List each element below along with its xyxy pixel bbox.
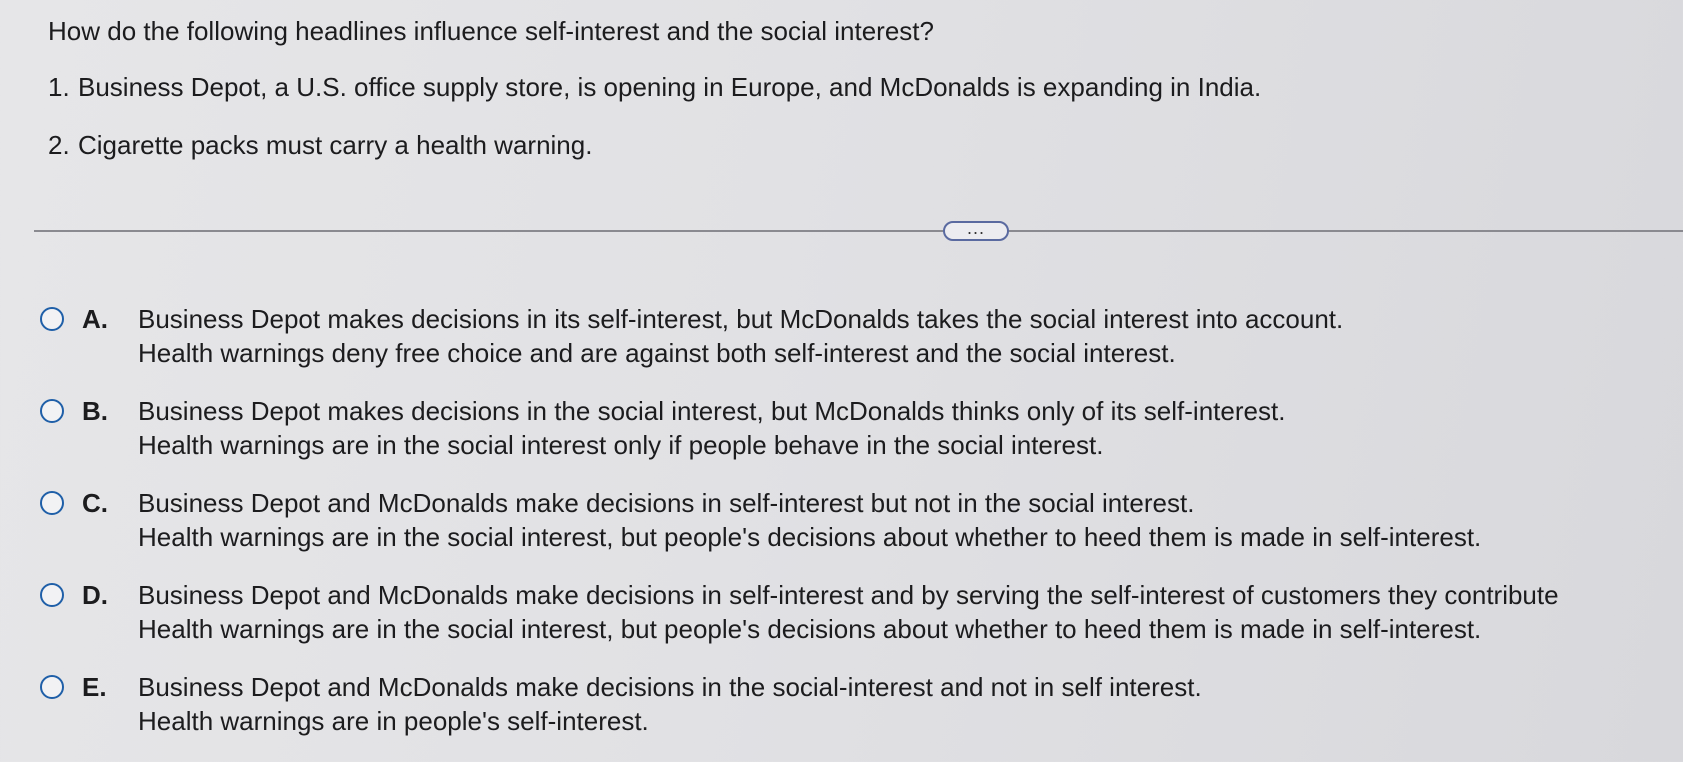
option-text <box>138 578 1559 646</box>
option-line-2: Health warnings are in the social interest, but people's decisions about whether to heed them is made in self-interest. <box>138 614 1482 644</box>
option-text <box>138 394 1285 462</box>
answer-options <box>40 302 1683 762</box>
headline-number: 1. <box>48 72 70 102</box>
headline-number: 2. <box>48 130 70 160</box>
option-line-1: Business Depot and McDonalds make decisions in self-interest and by serving the self-interest of customers they contribute <box>138 580 1559 610</box>
option-text <box>138 302 1343 370</box>
radio-button-b[interactable] <box>40 399 64 423</box>
option-line-1: Business Depot makes decisions in the social interest, but McDonalds thinks only of its self-interest. <box>138 396 1286 426</box>
answer-option-b[interactable] <box>40 394 1683 462</box>
headline-text: Business Depot, a U.S. office supply store, is opening in Europe, and McDonalds is expanding in India. <box>78 72 1262 102</box>
radio-button-d[interactable] <box>40 583 64 607</box>
answer-option-e[interactable] <box>40 670 1683 738</box>
answer-option-a[interactable] <box>40 302 1683 370</box>
option-letter: D. <box>82 580 108 610</box>
answer-option-c[interactable] <box>40 486 1683 554</box>
question-text: How do the following headlines influence self-interest and the social interest? <box>48 16 934 46</box>
option-text <box>138 670 1202 738</box>
radio-button-e[interactable] <box>40 675 64 699</box>
option-line-1: Business Depot and McDonalds make decisions in the social-interest and not in self interest. <box>138 672 1202 702</box>
option-text <box>138 486 1481 554</box>
option-line-2: Health warnings are in people's self-interest. <box>138 706 649 736</box>
radio-button-c[interactable] <box>40 491 64 515</box>
section-divider <box>34 230 1683 232</box>
option-letter: E. <box>82 672 107 702</box>
headline-item <box>48 70 1261 104</box>
radio-button-a[interactable] <box>40 307 64 331</box>
option-line-1: Business Depot makes decisions in its self-interest, but McDonalds takes the social interest into account. <box>138 304 1344 334</box>
headline-list <box>48 70 1261 186</box>
headline-item <box>48 128 1261 162</box>
option-line-2: Health warnings are in the social interest only if people behave in the social interest. <box>138 430 1104 460</box>
answer-option-d[interactable] <box>40 578 1683 646</box>
option-letter: C. <box>82 488 108 518</box>
option-line-2: Health warnings deny free choice and are against both self-interest and the social interest. <box>138 338 1176 368</box>
more-dots-icon: ... <box>966 218 985 238</box>
option-line-2: Health warnings are in the social interest, but people's decisions about whether to heed them is made in self-interest. <box>138 522 1482 552</box>
option-letter: B. <box>82 396 108 426</box>
headline-text: Cigarette packs must carry a health warning. <box>78 130 593 160</box>
expand-more-button[interactable] <box>943 218 1009 241</box>
option-line-1: Business Depot and McDonalds make decisions in self-interest but not in the social interest. <box>138 488 1195 518</box>
option-letter: A. <box>82 304 108 334</box>
